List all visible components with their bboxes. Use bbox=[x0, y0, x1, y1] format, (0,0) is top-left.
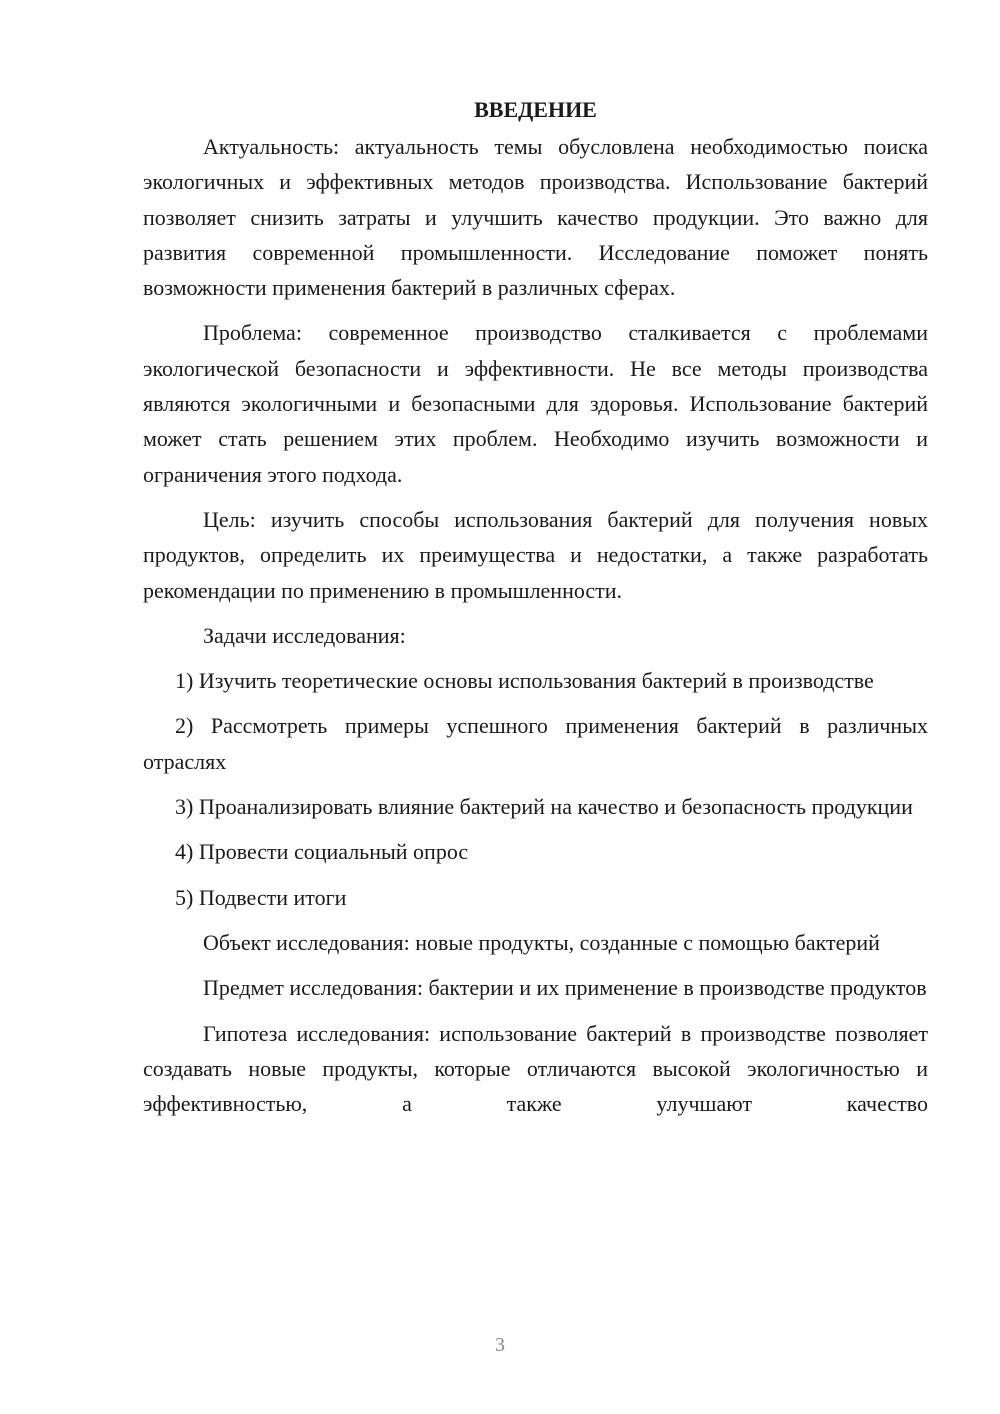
subject-paragraph: Предмет исследования: бактерии и их применение в производстве продуктов bbox=[203, 975, 927, 1001]
task-item-3: 3) Проанализировать влияние бактерий на качество и безопасность продукции bbox=[175, 794, 913, 820]
tasks-heading: Задачи исследования: bbox=[203, 622, 406, 648]
hypothesis-paragraph: Гипотеза исследования: использование бактерий в производстве позволяет создавать новые продукты, которые отличаются высокой экологичностью и эффективностью, а также улучшают качество bbox=[143, 1020, 928, 1117]
task-item-1: 1) Изучить теоретические основы использования бактерий в производстве bbox=[175, 668, 874, 694]
task-item-5: 5) Подвести итоги bbox=[175, 884, 347, 910]
task-item-2: 2) Рассмотреть примеры успешного применения бактерий в различных отраслях bbox=[143, 713, 928, 774]
document-page bbox=[143, 92, 928, 1131]
problem-paragraph: Проблема: современное производство сталкивается с проблемами экологической безопасности и эффективности. Не все методы производства являются экологичными и безопасными для здоровья. Использование бактерий может стать решением этих проблем. Необходимо изучить возможности и ограничения этого подхода. bbox=[143, 320, 928, 487]
page-title: ВВЕДЕНИЕ bbox=[474, 97, 597, 122]
object-paragraph: Объект исследования: новые продукты, созданные с помощью бактерий bbox=[203, 929, 880, 955]
relevance-paragraph: Актуальность: актуальность темы обусловлена необходимостью поиска экологичных и эффективных методов производства. Использование бактерий позволяет снизить затраты и улучшить качество продукции. Это важно для развития современной промышленности. Исследование поможет понять возможности применения бактерий в различных сферах. bbox=[143, 134, 928, 301]
task-item-4: 4) Провести социальный опрос bbox=[175, 839, 469, 865]
page-number: 3 bbox=[495, 1334, 505, 1356]
goal-paragraph: Цель: изучить способы использования бактерий для получения новых продуктов, определить их преимущества и недостатки, а также разработать рекомендации по применению в промышленности. bbox=[143, 506, 928, 603]
